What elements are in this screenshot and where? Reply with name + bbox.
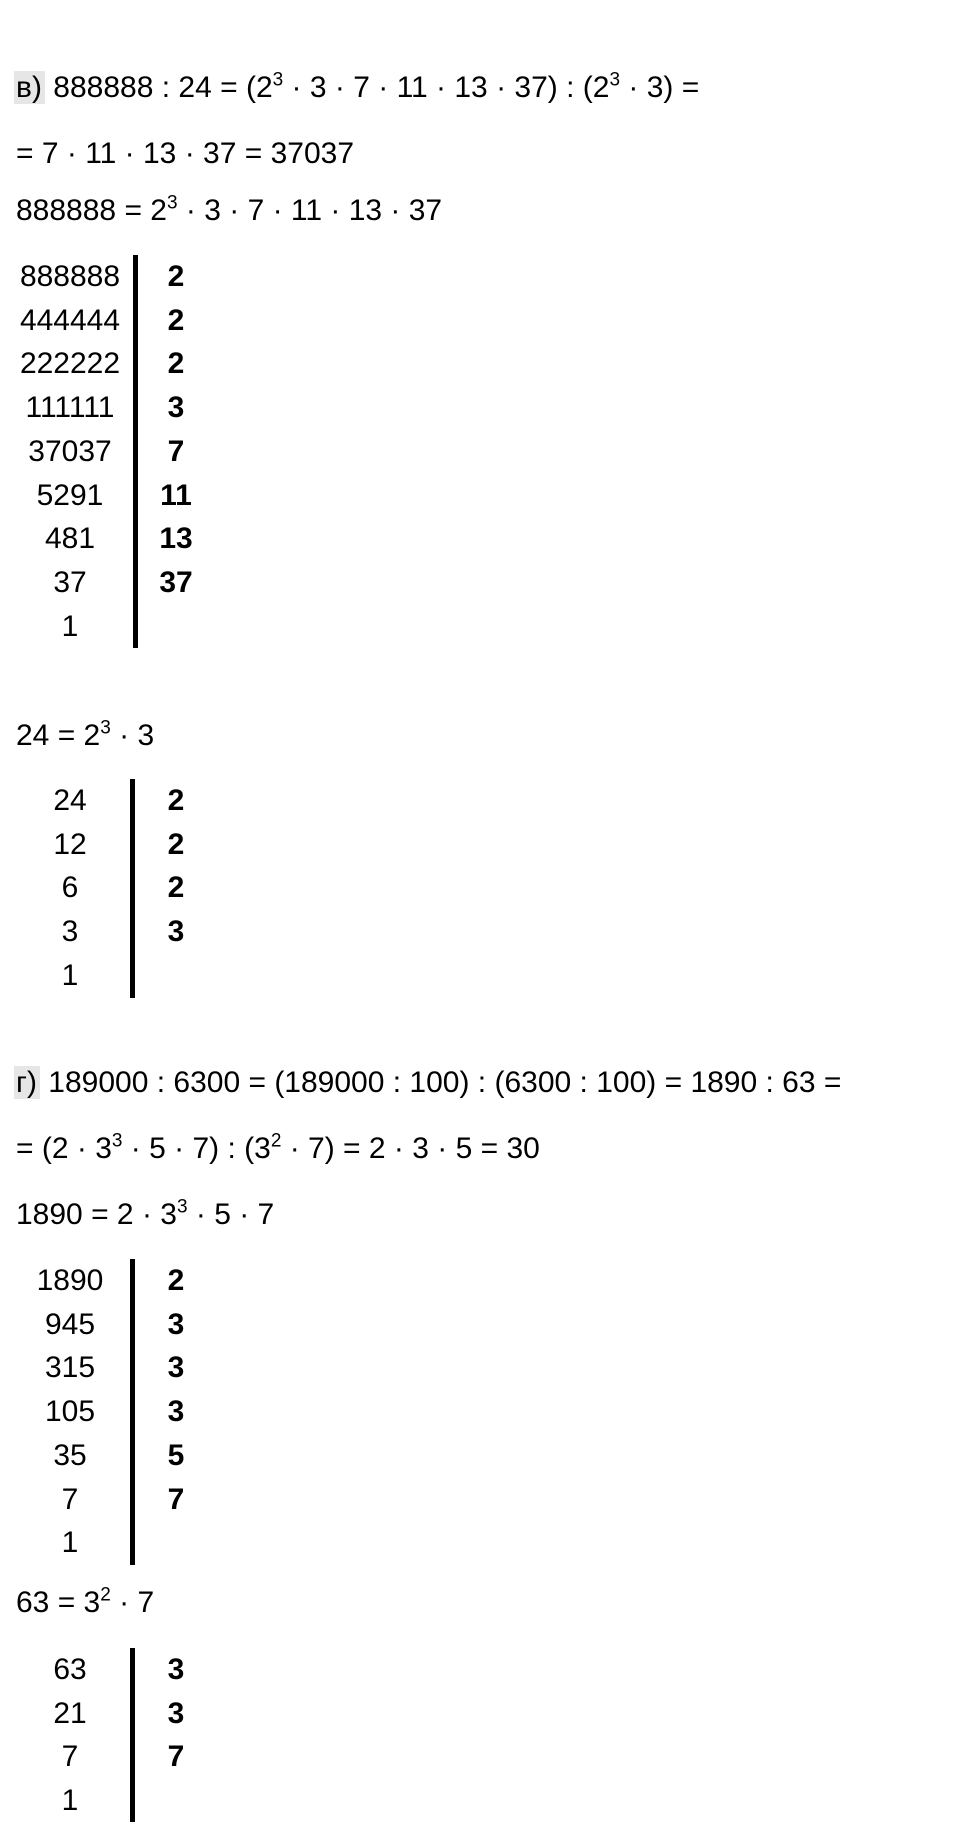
g-factorization-63 bbox=[16, 1585, 154, 1621]
v-line4-suffix: · 3 bbox=[110, 719, 155, 752]
dividend-value: 1 bbox=[61, 609, 79, 643]
prime-divisor: 11 bbox=[160, 478, 192, 512]
factor-row bbox=[16, 605, 266, 649]
dividend-value: 5291 bbox=[36, 478, 104, 512]
factor-row bbox=[16, 342, 266, 386]
division-bar bbox=[130, 779, 135, 998]
dividend-value: 12 bbox=[53, 827, 87, 861]
v-line4-sup: 3 bbox=[100, 717, 111, 739]
v-line1-prefix: 888888 : 24 = (2 bbox=[53, 71, 273, 104]
factor-row bbox=[16, 255, 266, 299]
prime-divisor: 7 bbox=[167, 1482, 185, 1516]
prime-divisor: 3 bbox=[167, 1351, 185, 1385]
factor-row bbox=[16, 1478, 266, 1522]
g-line2-suffix: · 7) = 2 · 3 · 5 = 30 bbox=[281, 1132, 540, 1165]
dividend-value: 3 bbox=[61, 915, 79, 949]
prime-divisor: 3 bbox=[167, 1653, 185, 1686]
factor-row bbox=[16, 474, 266, 518]
factor-row bbox=[16, 299, 266, 343]
factor-row bbox=[16, 1303, 266, 1347]
prime-divisor: 7 bbox=[167, 434, 185, 468]
v-line1-suffix: · 3) = bbox=[620, 71, 700, 104]
factor-row bbox=[16, 1648, 266, 1692]
prime-divisor: 2 bbox=[167, 303, 185, 337]
prime-divisor: 3 bbox=[167, 915, 185, 949]
g-line2-prefix: = (2 · 3 bbox=[16, 1132, 112, 1165]
v-line3-prefix: 888888 = 2 bbox=[16, 194, 167, 227]
dividend-value: 63 bbox=[53, 1653, 87, 1686]
g-line4-suffix: · 7 bbox=[110, 1586, 155, 1619]
dividend-value: 222222 bbox=[19, 347, 121, 381]
prime-divisor: 2 bbox=[167, 784, 185, 817]
factor-row bbox=[16, 430, 266, 474]
g-line4-sup: 2 bbox=[100, 1584, 111, 1606]
prime-divisor: 2 bbox=[167, 347, 185, 381]
dividend-value: 888888 bbox=[19, 260, 121, 293]
factor-row bbox=[16, 954, 266, 998]
v-line3-suffix: · 3 · 7 · 11 · 13 · 37 bbox=[177, 194, 443, 227]
g-expression-line-2 bbox=[16, 1131, 540, 1167]
v-expression-line-2: = 7 · 11 · 13 · 37 = 37037 bbox=[16, 137, 355, 170]
factor-row bbox=[16, 1434, 266, 1478]
factor-row bbox=[16, 823, 266, 867]
dividend-value: 21 bbox=[53, 1696, 87, 1730]
prime-divisor: 3 bbox=[167, 1696, 185, 1730]
factor-row bbox=[16, 779, 266, 823]
prime-divisor: 37 bbox=[159, 565, 193, 599]
v-line1-sup2: 3 bbox=[609, 69, 621, 91]
factor-row bbox=[16, 1779, 266, 1823]
division-bar bbox=[133, 255, 138, 648]
dividend-value: 1 bbox=[61, 1784, 79, 1818]
dividend-value: 1 bbox=[61, 1526, 79, 1560]
factor-row bbox=[16, 1735, 266, 1779]
division-bar bbox=[130, 1648, 135, 1822]
v-line4-prefix: 24 = 2 bbox=[16, 719, 101, 752]
v-factorization-24 bbox=[16, 718, 154, 754]
g-line3-sup: 3 bbox=[176, 1196, 188, 1218]
g-line3-suffix: · 5 · 7 bbox=[187, 1198, 275, 1231]
factor-row bbox=[16, 561, 266, 605]
g-line3-prefix: 1890 = 2 · 3 bbox=[16, 1198, 177, 1231]
dividend-value: 24 bbox=[53, 784, 87, 817]
v-line3-sup: 3 bbox=[166, 192, 178, 214]
dividend-value: 7 bbox=[61, 1482, 79, 1516]
g-line1-text: 189000 : 6300 = (189000 : 100) : (6300 : 100) = 1890 : 63 = bbox=[48, 1066, 842, 1099]
dividend-value: 1890 bbox=[36, 1264, 104, 1297]
g-part-marker: г) bbox=[14, 1066, 40, 1099]
prime-divisor: 7 bbox=[167, 1740, 185, 1774]
dividend-value: 7 bbox=[61, 1740, 79, 1774]
factor-row bbox=[16, 1390, 266, 1434]
prime-divisor: 5 bbox=[167, 1438, 185, 1472]
prime-divisor: 3 bbox=[167, 1395, 185, 1429]
factor-row bbox=[16, 517, 266, 561]
dividend-value: 111111 bbox=[25, 391, 115, 425]
factor-row bbox=[16, 910, 266, 954]
g-expression-line-1 bbox=[16, 1065, 841, 1101]
prime-divisor: 3 bbox=[167, 1307, 185, 1341]
dividend-value: 1 bbox=[61, 958, 79, 992]
v-line1-sup1: 3 bbox=[272, 69, 284, 91]
v-part-marker: в) bbox=[14, 71, 45, 104]
prime-divisor: 2 bbox=[167, 827, 185, 861]
division-bar bbox=[130, 1259, 135, 1565]
g-factorization-1890 bbox=[16, 1197, 274, 1233]
dividend-value: 105 bbox=[44, 1395, 96, 1429]
g-line2-sup1: 3 bbox=[111, 1130, 123, 1152]
dividend-value: 444444 bbox=[19, 303, 121, 337]
factor-row bbox=[16, 866, 266, 910]
prime-divisor: 13 bbox=[159, 522, 193, 556]
dividend-value: 37 bbox=[53, 565, 87, 599]
dividend-value: 481 bbox=[44, 522, 96, 556]
prime-divisor: 2 bbox=[167, 871, 185, 905]
g-line2-sup2: 2 bbox=[270, 1130, 282, 1152]
v-line1-mid: · 3 · 7 · 11 · 13 · 37) : (2 bbox=[283, 71, 610, 104]
dividend-value: 35 bbox=[53, 1438, 87, 1472]
v-expression-line-1 bbox=[16, 70, 699, 106]
v-factorization-888888 bbox=[16, 193, 442, 229]
g-line4-prefix: 63 = 3 bbox=[16, 1586, 101, 1619]
dividend-value: 37037 bbox=[28, 434, 112, 468]
prime-divisor: 3 bbox=[167, 391, 185, 425]
g-line2-mid: · 5 · 7) : (3 bbox=[122, 1132, 271, 1165]
dividend-value: 6 bbox=[61, 871, 79, 905]
factor-row bbox=[16, 1521, 266, 1565]
factor-row bbox=[16, 386, 266, 430]
prime-divisor: 2 bbox=[167, 1264, 185, 1297]
factor-row bbox=[16, 1346, 266, 1390]
factor-row bbox=[16, 1692, 266, 1736]
dividend-value: 945 bbox=[44, 1307, 96, 1341]
factor-row bbox=[16, 1259, 266, 1303]
dividend-value: 315 bbox=[44, 1351, 96, 1385]
prime-divisor: 2 bbox=[167, 260, 185, 293]
